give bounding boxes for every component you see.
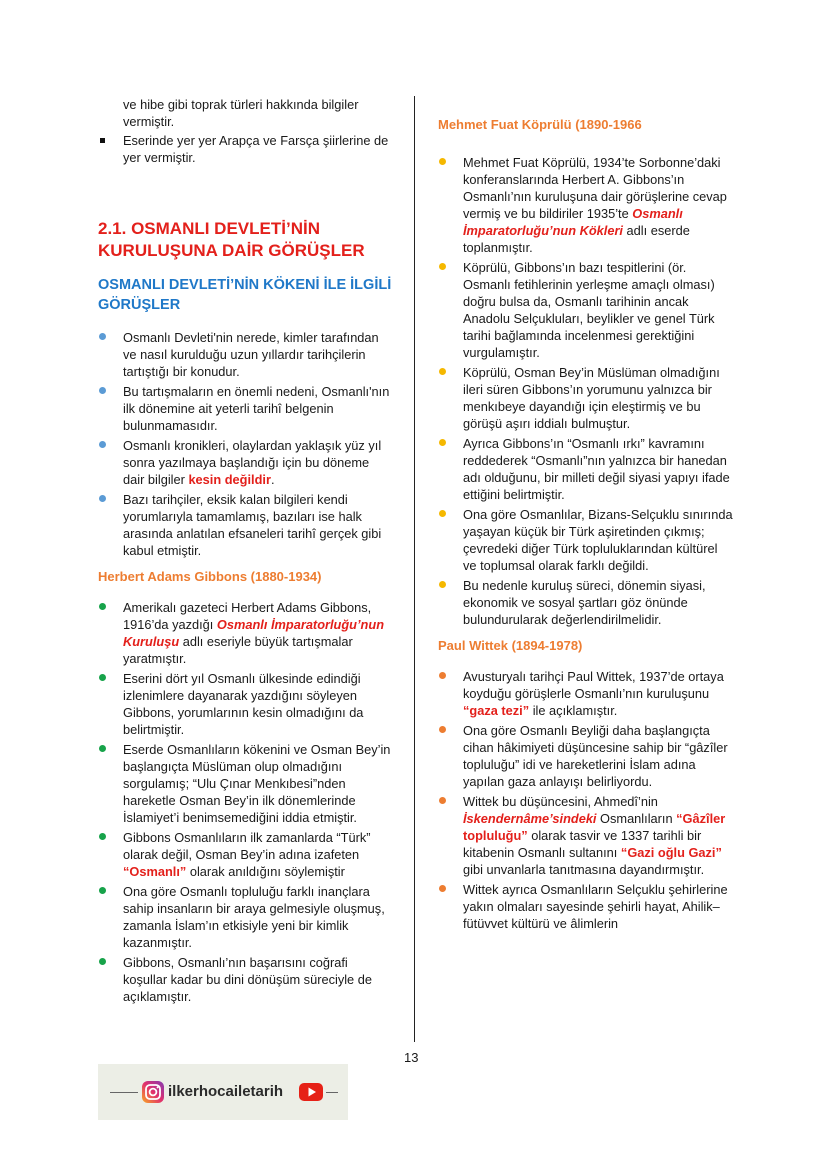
list-item: Mehmet Fuat Köprülü, 1934’te Sorbonne’daki konferanslarında Herbert A. Gibbons’ın Osmanlı’nın kuruluşuna dair görüşlerine cevap vermiş ve bu bildiriler 1935’te Osmanlı İmparatorluğu’nun Kökleri adlı eserde toplanmıştır. (438, 154, 734, 256)
footer-banner (98, 1064, 348, 1120)
origin-list (98, 329, 394, 559)
bullet-dot-icon (439, 797, 446, 804)
list-item: Ona göre Osmanlı topluluğu farklı inançlara sahip insanların bir araya gelmesiyle oluşmuş, zamanla İslam’ın etkisiyle yeni bir kimlik kazanmıştır. (98, 883, 394, 951)
bullet-dot-icon (99, 603, 106, 610)
bullet-dot-icon (439, 510, 446, 517)
bullet-dot-icon (99, 441, 106, 448)
bullet-dot-icon (439, 581, 446, 588)
bullet-dot-icon (99, 958, 106, 965)
list-item: Eserde Osmanlıların kökenini ve Osman Bey’in başlangıçta Müslüman olup olmadığını sorgulamış; “Ulu Çınar Menkıbesi”nden hareketle Osman Bey’in ilk dönemlerinde İslamiyet’i benimsemediğini iddia etmiştir. (98, 741, 394, 826)
highlight-text: “gaza tezi” (463, 703, 530, 718)
koprulu-heading: Mehmet Fuat Köprülü (1890-1966 (438, 117, 642, 132)
bullet-dot-icon (99, 495, 106, 502)
bullet-dot-icon (439, 158, 446, 165)
instagram-icon (141, 1080, 165, 1104)
list-item: Bu tartışmaların en önemli nedeni, Osmanlı'nın ilk dönemine ait yeterli tarihî belgenin bulunmamasıdır. (98, 383, 394, 434)
koprulu-list (438, 154, 734, 628)
bullet-dot-icon (99, 674, 106, 681)
list-item: Köprülü, Osman Bey’in Müslüman olmadığını ileri süren Gibbons’ın yorumunu yalnızca bir menkıbeye dayandığı için eleştirmiş ve bu görüşü aşırı iddialı bulmuştur. (438, 364, 734, 432)
list-item: Bu nedenle kuruluş süreci, dönemin siyasi, ekonomik ve sosyal şartları göz önünde bulundurularak değerlendirilmelidir. (438, 577, 734, 628)
highlight-text: Osmanlı İmparatorluğu’nun Kuruluşu (123, 617, 385, 649)
list-item: Bazı tarihçiler, eksik kalan bilgileri kendi yorumlarıyla tamamlamış, bazıları ise halk arasında anlatılan efsaneleri tarihî gerçek gibi kabul etmiştir. (98, 491, 394, 559)
bullet-dot-icon (99, 833, 106, 840)
highlight-text: “Gazi oğlu Gazi” (620, 845, 722, 860)
bullet-dot-icon (99, 745, 106, 752)
bullet-dot-icon (439, 726, 446, 733)
list-item: Amerikalı gazeteci Herbert Adams Gibbons, 1916’da yazdığı Osmanlı İmparatorluğu’nun Kuruluşu adlı eseriyle büyük tartışmalar yaratmıştır. (98, 599, 394, 667)
youtube-icon (299, 1083, 323, 1101)
list-item: Avusturyalı tarihçi Paul Wittek, 1937’de ortaya koyduğu görüşlerle Osmanlı’nın kuruluşunu “gaza tezi” ile açıklamıştır. (438, 668, 734, 719)
list-item: Wittek bu düşüncesini, Ahmedî’nin İskendernâme’sindeki Osmanlıların “Gâzîler topluluğu” olarak tasvir ve 1337 tarihli bir kitabenin Osmanlı sultanını “Gazi oğlu Gazi” gibi unvanlarla tanıtmasına dayandırmıştır. (438, 793, 734, 878)
list-item: Ona göre Osmanlılar, Bizans-Selçuklu sınırında yaşayan küçük bir Türk aşiretinden çıkmış; çevredeki diğer Türk topluluklarından kültürel ve toplumsal olarak farklı değildi. (438, 506, 734, 574)
intro-list (98, 132, 394, 166)
page-number: 13 (404, 1050, 419, 1065)
list-item: Ayrıca Gibbons’ın “Osmanlı ırkı” kavramını reddederek “Osmanlı”nın yalnızca bir hanedan adı olduğunu, bir milleti değil siyasi yapıyı ifade ettiğini belirtmiştir. (438, 435, 734, 503)
highlight-text: Osmanlı İmparatorluğu’nun Kökleri (463, 206, 683, 238)
bullet-dot-icon (439, 439, 446, 446)
section-heading: 2.1. OSMANLI DEVLETİ’NİN KURULUŞUNA DAİR GÖRÜŞLER (98, 219, 365, 260)
list-item: Gibbons, Osmanlı’nın başarısını coğrafi koşullar kadar bu dini dönüşüm süreciyle de açıklamıştır. (98, 954, 394, 1005)
wittek-heading: Paul Wittek (1894-1978) (438, 638, 583, 653)
bullet-dot-icon (439, 368, 446, 375)
list-item: Eserini dört yıl Osmanlı ülkesinde edindiği izlenimlere dayanarak yazdığını söyleyen Gibbons, yorumlarının kesin olmadığını da belirtmiştir. (98, 670, 394, 738)
gibbons-list (98, 599, 394, 1005)
gibbons-heading: Herbert Adams Gibbons (1880-1934) (98, 569, 322, 584)
list-item: Gibbons Osmanlıların ilk zamanlarda “Türk” olarak değil, Osman Bey’in adına izafeten “Osmanlı” olarak anıldığını söylemiştir (98, 829, 394, 880)
bullet-dot-icon (99, 333, 106, 340)
list-item: Köprülü, Gibbons’ın bazı tespitlerini (ör. Osmanlı fetihlerinin yerleşme amaçlı olması) doğru bulsa da, Osmanlı tarihinin ancak Anadolu Selçukluları, beylikler ve genel Türk tarihi bağlamında incelenmesi gerektiğini vurgulamıştır. (438, 259, 734, 361)
bullet-dot-icon (439, 263, 446, 270)
subsection-heading: OSMANLI DEVLETİ’NİN KÖKENİ İLE İLGİLİ GÖRÜŞLER (98, 277, 392, 313)
intro-continuation: ve hibe gibi toprak türleri hakkında bilgiler vermiştir. (123, 97, 359, 129)
bullet-dot-icon (99, 887, 106, 894)
list-item: Wittek ayrıca Osmanlıların Selçuklu şehirlerine yakın olmaları sayesinde şehirli hayat, Ahilik–fütüvvet kültürü ve âlimlerin (438, 881, 734, 932)
bullet-dot-icon (439, 885, 446, 892)
footer-rule (326, 1092, 338, 1093)
left-column (98, 96, 394, 1008)
highlight-text: “Osmanlı” (123, 864, 187, 879)
bullet-dot-icon (439, 672, 446, 679)
list-item: Osmanlı Devleti'nin nerede, kimler tarafından ve nasıl kurulduğu uzun yıllardır tarihçilerin tartıştığı bir konudur. (98, 329, 394, 380)
footer-brand: ilkerhocailetarih (168, 1083, 284, 1100)
list-item: Osmanlı kronikleri, olaylardan yaklaşık yüz yıl sonra yazılmaya başlandığı için bu döneme dair bilgiler kesin değildir. (98, 437, 394, 488)
wittek-list (438, 668, 734, 932)
list-item: Eserinde yer yer Arapça ve Farsça şiirlerine de yer vermiştir. (98, 132, 394, 166)
highlight-text: kesin değildir (188, 472, 271, 487)
highlight-text: “Gâzîler topluluğu” (463, 811, 726, 843)
right-column (438, 116, 734, 935)
list-item: Ona göre Osmanlı Beyliği daha başlangıçta cihan hâkimiyeti düşüncesine sahip bir “gâzîler topluluğu” idi ve hareketlerini İslam adına yapılan gaza anlayışı belirliyordu. (438, 722, 734, 790)
bullet-dot-icon (99, 387, 106, 394)
footer-rule (110, 1092, 138, 1093)
highlight-text: İskendernâme’sindeki (463, 811, 597, 826)
column-divider (414, 96, 415, 1042)
